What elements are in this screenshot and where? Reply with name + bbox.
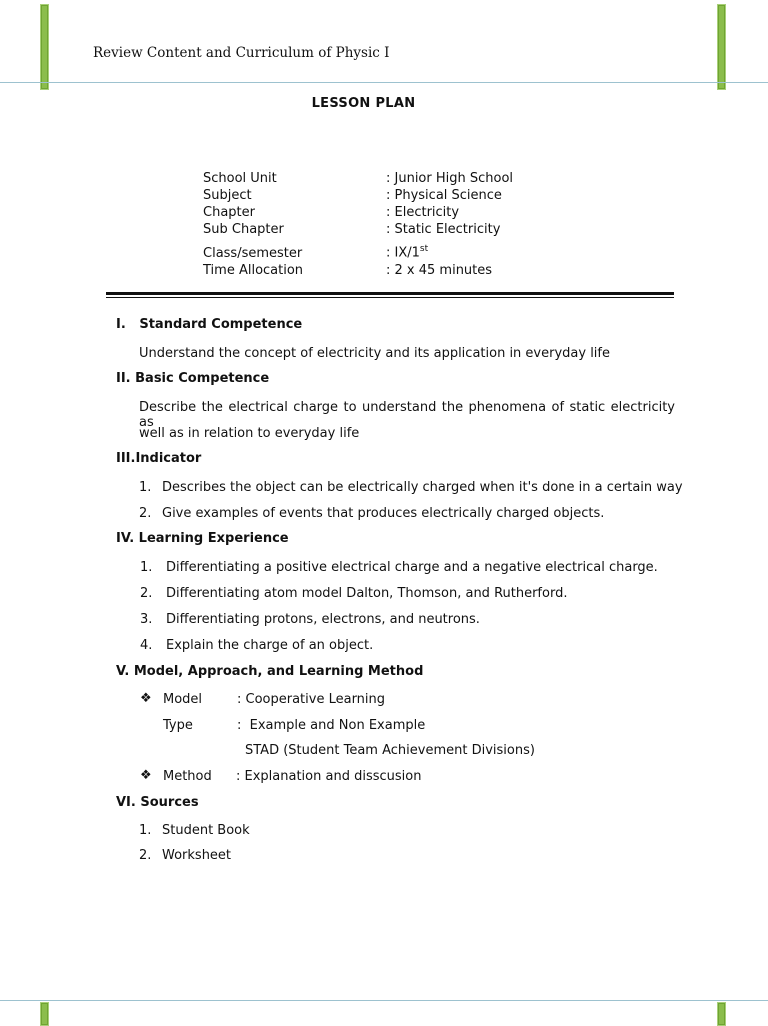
type-value: : Example and Non Example bbox=[237, 718, 426, 733]
learning-item-number: 1. bbox=[140, 560, 153, 575]
source-item-number: 1. bbox=[139, 823, 152, 838]
bullet-diamond-icon: ❖ bbox=[140, 768, 152, 783]
info-label-class-semester: Class/semester bbox=[203, 246, 303, 261]
learning-item-number: 2. bbox=[140, 586, 153, 601]
indicator-item-text: Describes the object can be electrically charged when it's done in a certain way bbox=[162, 480, 683, 495]
section-standard-competence-text: Understand the concept of electricity and its application in everyday life bbox=[139, 346, 610, 361]
method-value: : Explanation and disscusion bbox=[236, 769, 422, 784]
type-label: Type bbox=[163, 718, 193, 733]
class-semester-superscript: st bbox=[419, 244, 429, 254]
info-value-subject: : Physical Science bbox=[386, 188, 502, 203]
section-sources-heading: VI. Sources bbox=[116, 795, 199, 810]
learning-item-text: Differentiating protons, electrons, and neutrons. bbox=[166, 612, 480, 627]
section-basic-competence-line2: well as in relation to everyday life bbox=[139, 426, 360, 441]
footer-rule bbox=[0, 1000, 768, 1001]
header-title: Review Content and Curriculum of Physic I bbox=[93, 45, 390, 61]
info-value-school-unit: : Junior High School bbox=[386, 171, 514, 186]
learning-item-number: 3. bbox=[140, 612, 153, 627]
type-value-continuation: STAD (Student Team Achievement Divisions) bbox=[245, 743, 535, 758]
indicator-item-number: 1. bbox=[139, 480, 152, 495]
model-label: Model bbox=[163, 692, 203, 707]
source-item-text: Student Book bbox=[162, 823, 250, 838]
border-bar-top-right bbox=[717, 4, 726, 90]
separator-thick bbox=[106, 292, 674, 295]
border-bar-bottom-right bbox=[717, 1002, 726, 1026]
source-item-text: Worksheet bbox=[162, 848, 232, 863]
info-label-time-allocation: Time Allocation bbox=[203, 263, 304, 278]
section-basic-competence-heading: II. Basic Competence bbox=[116, 371, 270, 386]
bullet-diamond-icon: ❖ bbox=[140, 691, 152, 706]
info-value-class-semester bbox=[386, 244, 428, 260]
section-model-approach-heading: V. Model, Approach, and Learning Method bbox=[116, 664, 424, 679]
border-bar-bottom-left bbox=[40, 1002, 49, 1026]
info-label-subject: Subject bbox=[203, 188, 252, 203]
section-basic-competence-line1: Describe the electrical charge to understand the phenomena of static electricity as bbox=[139, 400, 675, 430]
border-bar-top-left bbox=[40, 4, 49, 90]
indicator-item-text: Give examples of events that produces electrically charged objects. bbox=[162, 506, 605, 521]
section-learning-experience-heading: IV. Learning Experience bbox=[116, 531, 289, 546]
info-value-time-allocation: : 2 x 45 minutes bbox=[386, 263, 493, 278]
info-label-sub-chapter: Sub Chapter bbox=[203, 222, 284, 237]
section-standard-competence-heading: I. Standard Competence bbox=[116, 317, 303, 332]
method-label: Method bbox=[163, 769, 212, 784]
source-item-number: 2. bbox=[139, 848, 152, 863]
separator-thin bbox=[106, 297, 674, 298]
info-label-chapter: Chapter bbox=[203, 205, 255, 220]
model-value: : Cooperative Learning bbox=[237, 692, 386, 707]
info-value-sub-chapter: : Static Electricity bbox=[386, 222, 501, 237]
info-value-chapter: : Electricity bbox=[386, 205, 460, 220]
learning-item-text: Differentiating atom model Dalton, Thomson, and Rutherford. bbox=[166, 586, 568, 601]
indicator-item-number: 2. bbox=[139, 506, 152, 521]
header-rule bbox=[0, 82, 768, 83]
section-indicator-heading: III.Indicator bbox=[116, 451, 202, 466]
learning-item-number: 4. bbox=[140, 638, 153, 653]
learning-item-text: Explain the charge of an object. bbox=[166, 638, 374, 653]
class-semester-value-text: : IX/1 bbox=[386, 245, 420, 261]
page-title: LESSON PLAN bbox=[311, 96, 416, 111]
info-label-school-unit: School Unit bbox=[203, 171, 277, 186]
learning-item-text: Differentiating a positive electrical charge and a negative electrical charge. bbox=[166, 560, 658, 575]
